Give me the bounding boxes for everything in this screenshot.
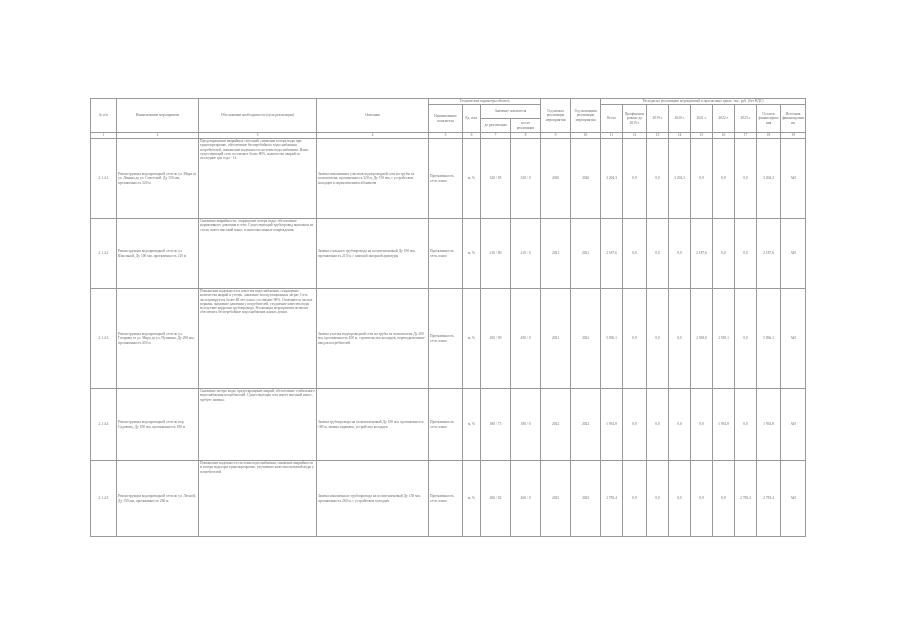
row-y2020: 3 204,3	[669, 139, 691, 219]
header-cost-total: Всего	[601, 105, 623, 133]
row-y2021: 0,0	[691, 461, 713, 537]
row-y2020: 0,0	[669, 289, 691, 389]
header-y2022: 2022 г.	[713, 105, 735, 133]
row-y2019: 0,0	[647, 139, 669, 219]
header-after: после реализации	[511, 119, 541, 133]
header-cost-financed: Профинансировано до 2019 г.	[623, 105, 647, 133]
header-param-name: Наименование показателя	[429, 105, 463, 133]
column-number-cell: 2	[117, 133, 199, 139]
row-y2020: 0,0	[669, 219, 691, 289]
row-description: Замена стального трубопровода на полиэтиленовый Ду 100 мм, протяженность 210 м, с заменой запорной арматуры	[317, 219, 429, 289]
header-param-values: Значение показателя	[481, 105, 541, 119]
row-y2023: 0,0	[735, 139, 757, 219]
row-source: АИ	[781, 461, 806, 537]
row-start-year: 2023	[541, 461, 571, 537]
row-number: 2.1.4.2	[91, 219, 117, 289]
header-description: Описание	[317, 99, 429, 133]
column-number-cell: 14	[669, 133, 691, 139]
header-y2023: 2023 г.	[735, 105, 757, 133]
header-year-start: Год начала реализации мероприятия	[541, 99, 571, 133]
header-year-end: Год окончания реализации мероприятия	[571, 99, 601, 133]
row-before: 210 / 80	[481, 219, 511, 289]
row-start-year: 2021	[541, 219, 571, 289]
column-number-cell: 12	[623, 133, 647, 139]
row-end-year: 2022	[571, 389, 601, 461]
row-y2019: 0,0	[647, 289, 669, 389]
header-no: № п/п	[91, 99, 117, 133]
row-justification: Снижение аварийности, сокращение потерь воды, обеспечение нормативного давления в сети. Существующий трубопровод выполнен из стали, имеет высокий износ и многочисленные повреждения.	[199, 219, 317, 289]
row-source: АИ	[781, 289, 806, 389]
row-param: Протяженность сети, износ	[429, 219, 463, 289]
header-before: до реализации	[481, 119, 511, 133]
row-remaining: 2 783,4	[757, 461, 781, 537]
row-y2019: 0,0	[647, 461, 669, 537]
column-number-cell: 11	[601, 133, 623, 139]
row-after: 210 / 0	[511, 219, 541, 289]
row-y2021: 0,0	[691, 389, 713, 461]
row-total: 5 836,1	[601, 289, 623, 389]
row-financed: 0,0	[623, 139, 647, 219]
row-after: 260 / 0	[511, 461, 541, 537]
column-number-cell: 6	[463, 133, 481, 139]
column-number-cell: 7	[481, 133, 511, 139]
row-description: Замена изношенных участков водопроводной сети на трубы из полиэтилена, протяженность 320 м, Ду 150 мм, с устройством колодцев и переключением абонентов	[317, 139, 429, 219]
row-number: 2.1.4.3	[91, 289, 117, 389]
row-y2021: 0,0	[691, 139, 713, 219]
row-end-year: 2023	[571, 461, 601, 537]
row-y2023: 0,0	[735, 289, 757, 389]
row-before: 180 / 75	[481, 389, 511, 461]
row-justification: Повышение надежности и качества водоснабжения, сокращение количества аварий и утечек, снижение эксплуатационных затрат. Сеть эксплуатируется более 40 лет, износ составляет 90%. Отмечаются частые порывы, снижение давления у потребителей, ухудшение качества воды вследствие коррозии трубопровода. Реализация мероприятия позволит обеспечить бесперебойное водоснабжение жилых домов.	[199, 289, 317, 389]
row-start-year: 2022	[541, 389, 571, 461]
table-row	[91, 289, 806, 389]
column-number-cell: 3	[199, 133, 317, 139]
header-source: Источник финансирования	[781, 105, 806, 133]
row-y2022: 0,0	[713, 219, 735, 289]
header-tech-params: Технические параметры объекта	[429, 99, 541, 105]
row-after: 180 / 0	[511, 389, 541, 461]
table-row	[91, 219, 806, 289]
column-number-cell: 5	[429, 133, 463, 139]
row-number: 2.1.4.4	[91, 389, 117, 461]
row-name: Реконструкция водопроводной сети по ул. Лесной, Ду 150 мм, протяженность 260 м	[117, 461, 199, 537]
header-remaining: Остаток финансирования	[757, 105, 781, 133]
row-unit: м, %	[463, 389, 481, 461]
column-number-cell: 15	[691, 133, 713, 139]
row-param: Протяженность сети, износ	[429, 289, 463, 389]
row-before: 260 / 82	[481, 461, 511, 537]
header-name: Наименование мероприятия	[117, 99, 199, 133]
row-description: Замена участка водопроводной сети на трубы из полиэтилена Ду 200 мм, протяженность 450 м, строительство колодцев, переподключение вводов потребителей	[317, 289, 429, 389]
row-y2022: 0,0	[713, 139, 735, 219]
row-description: Замена трубопровода на полиэтиленовый Ду 100 мм, протяженность 180 м, замена задвижек, устройство колодцев	[317, 389, 429, 461]
row-justification: Снижение потерь воды, предотвращение аварий, обеспечение стабильного водоснабжения потребителей. Существующая сеть имеет высокий износ, требует замены.	[199, 389, 317, 461]
row-justification: Предотвращение аварийных ситуаций, снижение потерь воды при транспортировке, обеспечение бесперебойного водоснабжения потребителей, повышение надежности системы водоснабжения. Износ существующей сети составляет более 80%, количество аварий за последние три года - 12.	[199, 139, 317, 219]
header-costs: Расходы на реализацию мероприятий в прогнозных ценах, тыс. руб. (без НДС)	[601, 99, 806, 105]
row-y2022: 1 954,8	[713, 389, 735, 461]
scanned-table-page	[90, 98, 805, 550]
row-total: 2 187,6	[601, 219, 623, 289]
row-after: 320 / 0	[511, 139, 541, 219]
row-number: 2.1.4.5	[91, 461, 117, 537]
header-y2020: 2020 г.	[669, 105, 691, 133]
row-end-year: 2021	[571, 219, 601, 289]
column-number-cell: 13	[647, 133, 669, 139]
row-after: 450 / 0	[511, 289, 541, 389]
row-financed: 0,0	[623, 461, 647, 537]
column-number-cell: 18	[757, 133, 781, 139]
row-financed: 0,0	[623, 389, 647, 461]
row-end-year: 2022	[571, 289, 601, 389]
row-remaining: 5 836,1	[757, 289, 781, 389]
row-unit: м, %	[463, 139, 481, 219]
row-start-year: 2020	[541, 139, 571, 219]
row-remaining: 1 954,8	[757, 389, 781, 461]
row-before: 450 / 90	[481, 289, 511, 389]
row-source: АИ	[781, 219, 806, 289]
row-param: Протяженность сети, износ	[429, 461, 463, 537]
row-financed: 0,0	[623, 219, 647, 289]
row-y2019: 0,0	[647, 219, 669, 289]
table-row	[91, 461, 806, 537]
row-remaining: 2 187,6	[757, 219, 781, 289]
header-y2019: 2019 г.	[647, 105, 669, 133]
row-y2021: 2 187,6	[691, 219, 713, 289]
row-y2023: 0,0	[735, 219, 757, 289]
row-total: 1 954,8	[601, 389, 623, 461]
row-unit: м, %	[463, 219, 481, 289]
row-name: Реконструкция водопроводной сети по ул. Школьной, Ду 100 мм, протяженность 210 м	[117, 219, 199, 289]
row-name: Реконструкция водопроводной сети по пер. Садовому, Ду 100 мм, протяженность 180 м	[117, 389, 199, 461]
column-number-cell: 4	[317, 133, 429, 139]
column-number-cell: 8	[511, 133, 541, 139]
column-number-cell: 19	[781, 133, 806, 139]
row-y2023: 2 783,4	[735, 461, 757, 537]
row-before: 320 / 85	[481, 139, 511, 219]
header-param-unit: Ед. изм.	[463, 105, 481, 133]
row-description: Замена изношенного трубопровода на полиэтиленовый Ду 150 мм, протяженность 260 м, с устройством колодцев	[317, 461, 429, 537]
row-number: 2.1.4.1	[91, 139, 117, 219]
table-row	[91, 139, 806, 219]
column-number-cell: 9	[541, 133, 571, 139]
row-param: Протяженность сети, износ	[429, 139, 463, 219]
row-y2022: 0,0	[713, 461, 735, 537]
row-y2021: 2 918,0	[691, 289, 713, 389]
row-total: 2 783,4	[601, 461, 623, 537]
row-param: Протяженность сети, износ	[429, 389, 463, 461]
row-name: Реконструкция водопроводной сети по ул. Мира от ул. Ленина до ул. Советской, Ду 150 мм, протяженность 320 м	[117, 139, 199, 219]
row-start-year: 2021	[541, 289, 571, 389]
header-justification: Обоснование необходимости (цель реализации)	[199, 99, 317, 133]
row-y2023: 0,0	[735, 389, 757, 461]
row-y2022: 2 918,1	[713, 289, 735, 389]
column-number-cell: 10	[571, 133, 601, 139]
column-number-cell: 17	[735, 133, 757, 139]
row-justification: Повышение надежности системы водоснабжения, снижение аварийности и потерь воды при транспортировке, улучшение качества питьевой воды у потребителей.	[199, 461, 317, 537]
column-number-cell: 1	[91, 133, 117, 139]
row-source: АИ	[781, 139, 806, 219]
row-name: Реконструкция водопроводной сети по ул. Гагарина от ул. Мира до ул. Пушкина, Ду 200 мм, протяженность 450 м	[117, 289, 199, 389]
row-financed: 0,0	[623, 289, 647, 389]
row-y2020: 0,0	[669, 461, 691, 537]
row-y2019: 0,0	[647, 389, 669, 461]
row-source: АИ	[781, 389, 806, 461]
row-end-year: 2020	[571, 139, 601, 219]
row-unit: м, %	[463, 289, 481, 389]
column-number-cell: 16	[713, 133, 735, 139]
table-row	[91, 389, 806, 461]
row-total: 3 204,3	[601, 139, 623, 219]
row-y2020: 0,0	[669, 389, 691, 461]
investment-program-table	[90, 98, 806, 537]
row-remaining: 3 204,3	[757, 139, 781, 219]
header-y2021: 2021 г.	[691, 105, 713, 133]
row-unit: м, %	[463, 461, 481, 537]
